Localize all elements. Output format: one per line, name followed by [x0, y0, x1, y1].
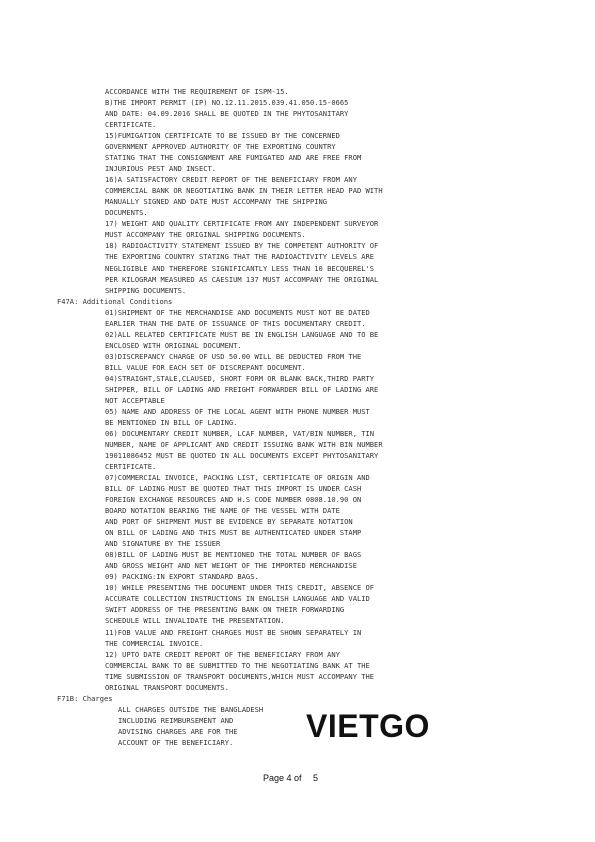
document-line: 16)A SATISFACTORY CREDIT REPORT OF THE BENEFICIARY FROM ANY: [105, 175, 357, 185]
document-line: PER KILOGRAM MEASURED AS CAESIUM 137 MUST ACCOMPANY THE ORIGINAL: [105, 274, 379, 284]
document-line: DOCUMENTS.: [105, 208, 148, 218]
document-line: COMMERCIAL BANK OR NEGOTIATING BANK IN THEIR LETTER HEAD PAD WITH: [105, 186, 383, 196]
document-line: 07)COMMERCIAL INVOICE, PACKING LIST, CERTIFICATE OF ORIGIN AND: [105, 473, 370, 482]
document-line: 05) NAME AND ADDRESS OF THE LOCAL AGENT WITH PHONE NUMBER MUST: [105, 406, 370, 416]
field-label: F47A: Additional Conditions: [57, 296, 173, 306]
document-line: AND DATE: 04.09.2016 SHALL BE QUOTED IN THE PHYTOSANITARY: [105, 109, 349, 119]
document-line: 17) WEIGHT AND QUALITY CERTIFICATE FROM ANY INDEPENDENT SURVEYOR: [105, 219, 379, 229]
document-line: NUMBER, NAME OF APPLICANT AND CREDIT ISSUING BANK WITH BIN NUMBER: [105, 440, 383, 449]
document-line: 03)DISCREPANCY CHARGE OF USD 50.00 WILL BE DEDUCTED FROM THE: [105, 351, 362, 361]
document-line: THE COMMERCIAL INVOICE.: [105, 638, 204, 648]
document-line: FOREIGN EXCHANGE RESOURCES AND H.S CODE NUMBER 0808.10.90 ON: [105, 495, 362, 505]
document-line: GOVERNMENT APPROVED AUTHORITY OF THE EXPORTING COUNTRY: [105, 142, 336, 152]
document-line: 11)FOB VALUE AND FREIGHT CHARGES MUST BE SHOWN SEPARATELY IN: [105, 627, 362, 637]
document-line: B)THE IMPORT PERMIT (IP) NO.12.11.2015.039.41.050.15-0665: [105, 98, 349, 107]
document-line: 08)BILL OF LADING MUST BE MENTIONED THE TOTAL NUMBER OF BAGS: [105, 550, 362, 560]
document-line: INJURIOUS PEST AND INSECT.: [105, 164, 217, 174]
document-line: BOARD NOTATION BEARING THE NAME OF THE VESSEL WITH DATE: [105, 506, 340, 516]
document-line: ORIGINAL TRANSPORT DOCUMENTS.: [105, 682, 229, 692]
document-line: AND PORT OF SHIPMENT MUST BE EVIDENCE BY SEPARATE NOTATION: [105, 517, 353, 527]
document-line: 19011086452 MUST BE QUOTED IN ALL DOCUMENTS EXCEPT PHYTOSANITARY: [105, 451, 379, 460]
footer-page-label: Page 4 of: [263, 773, 302, 783]
document-line: 18) RADIOACTIVITY STATEMENT ISSUED BY THE COMPETENT AUTHORITY OF: [105, 241, 379, 251]
document-line: COMMERCIAL BANK TO BE SUBMITTED TO THE NEGOTIATING BANK AT THE: [105, 660, 370, 670]
document-line: AND SIGNATURE BY THE ISSUER: [105, 539, 221, 549]
document-line: 06) DOCUMENTARY CREDIT NUMBER, LCAF NUMBER, VAT/BIN NUMBER, TIN: [105, 428, 375, 438]
document-line: 12) UPTO DATE CREDIT REPORT OF THE BENEFICIARY FROM ANY: [105, 649, 340, 659]
document-line: AND GROSS WEIGHT AND NET WEIGHT OF THE IMPORTED MERCHANDISE: [105, 561, 357, 571]
document-line: EARLIER THAN THE DATE OF ISSUANCE OF THIS DOCUMENTARY CREDIT.: [105, 318, 366, 328]
document-line: TIME SUBMISSION OF TRANSPORT DOCUMENTS,WHICH MUST ACCOMPANY THE: [105, 671, 375, 681]
footer-total-pages: 5: [313, 773, 319, 783]
document-line: BILL VALUE FOR EACH SET OF DISCREPANT DOCUMENT.: [105, 362, 306, 372]
document-line: THE EXPORTING COUNTRY STATING THAT THE RADIOACTIVITY LEVELS ARE: [105, 252, 375, 262]
document-line: BILL OF LADING MUST BE QUOTED THAT THIS IMPORT IS UNDER CASH: [105, 484, 362, 494]
document-line: NOT ACCEPTABLE: [105, 395, 165, 405]
document-line: 15)FUMIGATION CERTIFICATE TO BE ISSUED BY THE CONCERNED: [105, 131, 340, 141]
document-line: NEGLIGIBLE AND THEREFORE SIGNIFICANTLY LESS THAN 10 BECQUEREL'S: [105, 263, 375, 273]
charges-line: INCLUDING REIMBURSEMENT AND: [118, 715, 234, 725]
charges-line: ADVISING CHARGES ARE FOR THE: [118, 726, 238, 736]
document-line: ACCORDANCE WITH THE REQUIREMENT OF ISPM-15.: [105, 87, 289, 96]
vietgo-watermark: VIETGO: [306, 708, 430, 744]
document-line: ON BILL OF LADING AND THIS MUST BE AUTHENTICATED UNDER STAMP: [105, 528, 362, 538]
document-line: 09) PACKING:IN EXPORT STANDARD BAGS.: [105, 572, 259, 582]
document-line: SHIPPING DOCUMENTS.: [105, 285, 187, 295]
document-line: MANUALLY SIGNED AND DATE MUST ACCOMPANY THE SHIPPING: [105, 197, 328, 207]
document-line: MUST ACCOMPANY THE ORIGINAL SHIPPING DOCUMENTS.: [105, 230, 306, 240]
document-line: BE MENTIONED IN BILL OF LADING.: [105, 417, 238, 427]
document-line: 04)STRAIGHT,STALE,CLAUSED, SHORT FORM OR BLANK BACK,THIRD PARTY: [105, 373, 375, 383]
document-line: SWIFT ADDRESS OF THE PRESENTING BANK ON THEIR FORWARDING: [105, 605, 345, 615]
charges-line: ALL CHARGES OUTSIDE THE BANGLADESH: [118, 704, 264, 714]
document-line: SCHEDULE WILL INVALIDATE THE PRESENTATION.: [105, 616, 285, 626]
document-line: CERTIFICATE.: [105, 120, 157, 130]
field-label: F71B: Charges: [57, 693, 113, 703]
document-line: SHIPPER, BILL OF LADING AND FREIGHT FORWARDER BILL OF LADING ARE: [105, 384, 379, 394]
charges-line: ACCOUNT OF THE BENEFICIARY.: [118, 737, 234, 747]
document-line: STATING THAT THE CONSIGNMENT ARE FUMIGATED AND ARE FREE FROM: [105, 153, 362, 163]
document-line: 02)ALL RELATED CERTIFICATE MUST BE IN ENGLISH LANGUAGE AND TO BE: [105, 329, 379, 339]
document-line: ACCURATE COLLECTION INSTRUCTIONS IN ENGLISH LANGUAGE AND VALID: [105, 594, 370, 604]
document-line: 10) WHILE PRESENTING THE DOCUMENT UNDER THIS CREDIT, ABSENCE OF: [105, 583, 375, 593]
document-line: ENCLOSED WITH ORIGINAL DOCUMENT.: [105, 340, 242, 350]
document-line: 01)SHIPMENT OF THE MERCHANDISE AND DOCUMENTS MUST NOT BE DATED: [105, 307, 370, 317]
document-line: CERTIFICATE.: [105, 462, 157, 471]
